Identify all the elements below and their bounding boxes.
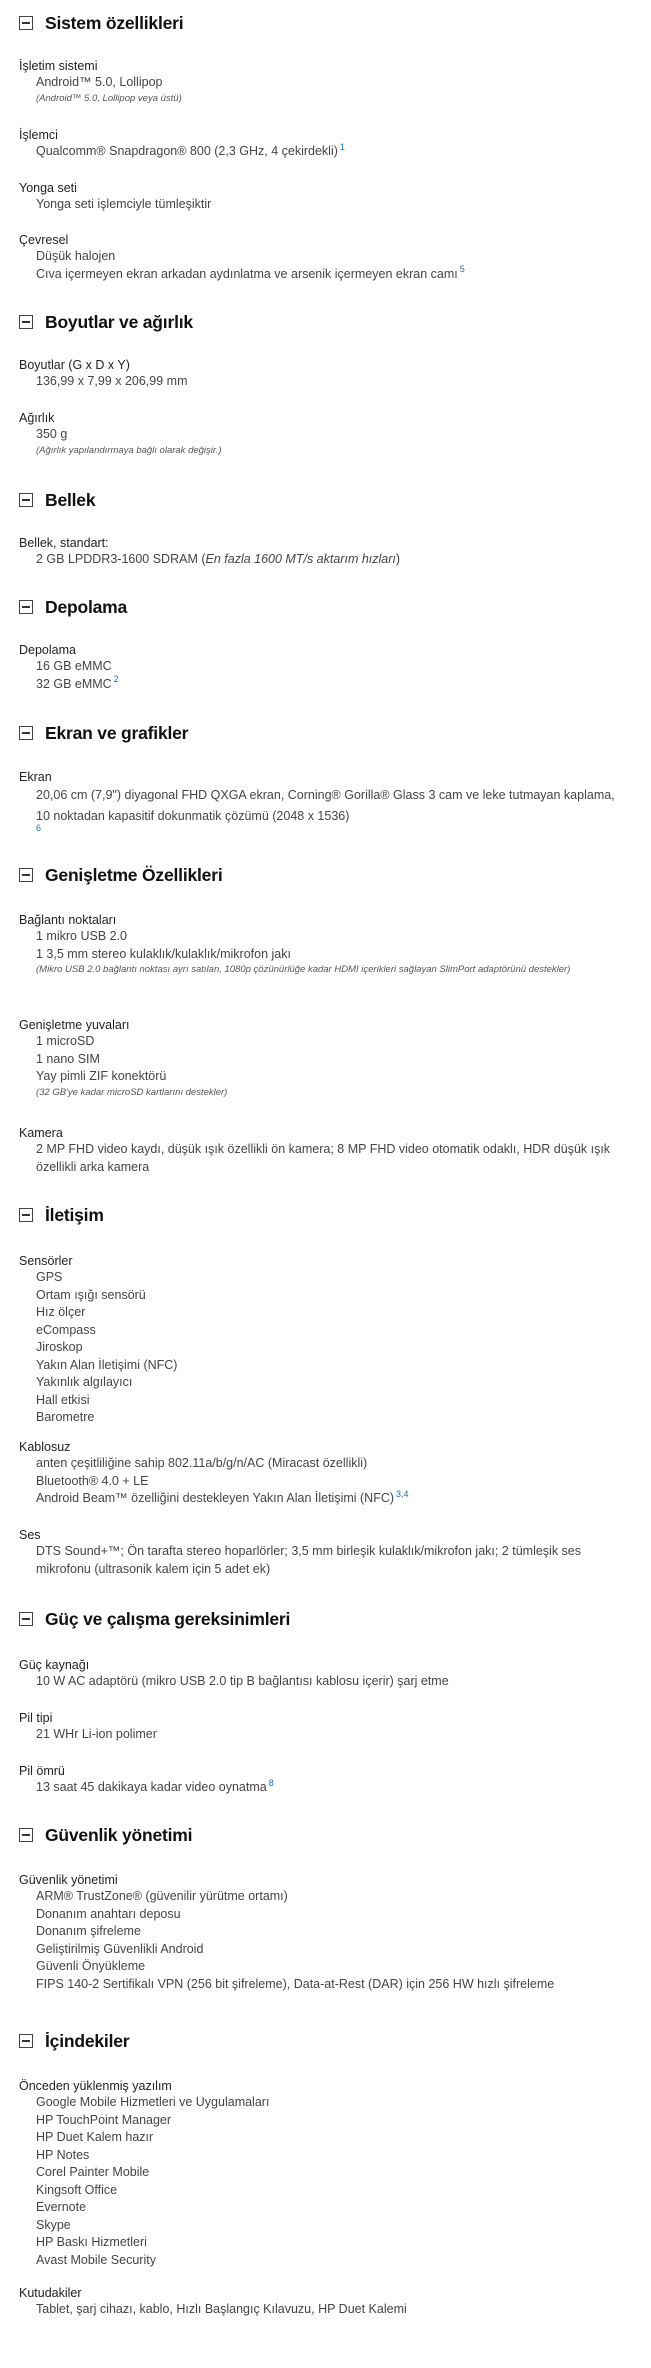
collapse-minus-icon[interactable] [19,1612,33,1626]
spec-label: Kablosuz [19,1440,71,1454]
section-contents [0,2026,651,2056]
spec-value [36,676,119,694]
spec-value: Düşük halojen [36,249,116,263]
spec-label: Önceden yüklenmiş yazılım [19,2079,172,2093]
section-title: Güvenlik yönetimi [45,1824,193,1845]
spec-value-emphasis: En fazla 1600 MT/s aktarım hızları [205,552,396,566]
spec-item-audio [0,1527,626,1578]
collapse-minus-icon[interactable] [19,1828,33,1842]
spec-value-text: 13 saat 45 dakikaya kadar video oynatma [36,1780,267,1794]
spec-label: Kutudakiler [19,2286,82,2300]
spec-item-os [0,58,606,106]
section-title: Bellek [45,489,96,510]
spec-value-text: Cıva içermeyen ekran arkadan aydınlatma ve arsenik içermeyen ekran camı [36,266,458,281]
list-item: Kingsoft Office [36,2182,118,2197]
list-item: Google Mobile Hizmetleri ve Uygulamaları [36,2095,270,2109]
spec-value: 136,99 x 7,99 x 206,99 mm [36,374,188,388]
spec-item-preinstalled-software [0,2078,269,2269]
spec-label: Yonga seti [19,181,77,195]
spec-value: Yonga seti işlemciyle tümleşiktir [36,197,212,211]
footnote-link[interactable]: 1 [339,141,345,152]
spec-value: Tablet, şarj cihazı, kablo, Hızlı Başlangıç Kılavuzu, HP Duet Kalemi [36,2302,407,2316]
section-title: Ekran ve grafikler [45,722,189,743]
section-communication [0,1200,651,1230]
spec-value [36,822,626,837]
spec-label: Pil tipi [19,1711,53,1725]
spec-item-power-supply [0,1657,449,1691]
list-item: Donanım şifreleme [36,1924,141,1938]
collapse-minus-icon[interactable] [19,493,33,507]
section-security [0,1820,651,1850]
section-header[interactable] [0,1820,651,1850]
spec-value-text: 2 GB LPDDR3-1600 SDRAM ( [36,552,206,566]
spec-label: Ekran [19,770,52,784]
list-item: Evernote [36,2200,87,2214]
list-item: HP Notes [36,2147,90,2162]
footnote-link[interactable]: 2 [113,674,119,685]
list-item: HP Duet Kalem hazır [36,2130,154,2144]
spec-label: Güvenlik yönetimi [19,1873,118,1887]
list-item: Skype [36,2217,71,2232]
spec-value: 16 GB eMMC [36,659,112,673]
section-dimensions [0,307,651,337]
list-item: HP TouchPoint Manager [36,2112,172,2127]
collapse-minus-icon[interactable] [19,1208,33,1222]
collapse-minus-icon[interactable] [19,16,33,30]
list-item: Ortam ışığı sensörü [36,1287,146,1302]
collapse-minus-icon[interactable] [19,868,33,882]
spec-value: 2 MP FHD video kaydı, düşük ışık özellikli ön kamera; 8 MP FHD video otomatik odaklı, HDR düşük ışık özellikli arka kamera [36,1142,611,1174]
collapse-minus-icon[interactable] [19,726,33,740]
spec-label: Bağlantı noktaları [19,913,117,927]
list-item: Yakınlık algılayıcı [36,1375,133,1389]
list-item: ARM® TrustZone® (güvenilir yürütme ortamı) [36,1889,288,1903]
spec-label: Çevresel [19,233,69,247]
spec-note: (Ağırlık yapılandırmaya bağlı olarak değişir.) [36,444,222,456]
spec-value [36,1490,409,1508]
spec-value: 20,06 cm (7,9") diyagonal FHD QXGA ekran, Corning® Gorilla® Glass 3 cam ve leke tutmayan kaplama, 10 noktadan kapasitif dokunmatik çözümü (2048 x 1536) [36,788,615,823]
spec-value: 1 microSD [36,1034,95,1048]
spec-item-processor [0,127,345,161]
footnote-link[interactable]: 6 [36,822,42,833]
collapse-minus-icon[interactable] [19,315,33,329]
spec-item-sensors [0,1253,177,1427]
spec-item-box-contents [0,2285,407,2319]
list-item: Yakın Alan İletişimi (NFC) [36,1357,178,1372]
spec-note: (Mikro USB 2.0 bağlantı noktası ayrı satılan, 1080p çözünürlüğe kadar HDMI içerikleri sağlayan SlimPort adaptörünü destekler) [36,964,571,975]
spec-item-battery-type [0,1710,157,1744]
spec-item-environmental [0,232,465,283]
section-system [0,8,651,38]
spec-value: 1 nano SIM [36,1051,100,1066]
section-title: Boyutlar ve ağırlık [45,311,193,332]
list-item: Hız ölçer [36,1305,86,1319]
section-header[interactable] [0,1200,651,1230]
list-item: eCompass [36,1322,96,1337]
section-title: Güç ve çalışma gereksinimleri [45,1608,291,1629]
spec-value: DTS Sound+™; Ön tarafta stereo hoparlörler; 3,5 mm birleşik kulaklık/mikrofon jakı; 2 tümleşik ses mikrofonu (ultrasonik kalem için 5 adet ek) [36,1544,582,1576]
spec-item-display [0,769,626,837]
spec-label: Ses [19,1528,41,1542]
spec-value [36,266,465,284]
section-header[interactable] [0,860,651,890]
section-storage [0,592,651,622]
section-title: Sistem özellikleri [45,12,184,33]
spec-value: 350 g [36,427,68,441]
list-item: Corel Painter Mobile [36,2165,150,2179]
spec-value [36,1779,274,1797]
footnote-link[interactable]: 5 [459,264,465,275]
section-memory [0,485,651,515]
spec-value: 10 W AC adaptörü (mikro USB 2.0 tip B bağlantısı kablosu içerir) şarj etme [36,1674,449,1688]
spec-label: Sensörler [19,1254,73,1268]
spec-label: Pil ömrü [19,1764,65,1778]
section-header[interactable] [0,307,651,337]
section-title: İçindekiler [45,2030,130,2051]
collapse-minus-icon[interactable] [19,2034,33,2048]
footnote-link[interactable]: 3,4 [396,1488,409,1499]
spec-label: İşletim sistemi [19,59,98,73]
section-expansion [0,860,651,890]
spec-item-weight [0,410,606,458]
section-header[interactable] [0,592,651,622]
section-header[interactable] [0,485,651,515]
spec-value-text: 32 GB eMMC [36,676,112,691]
spec-label: Kamera [19,1126,63,1140]
spec-label: İşlemci [19,128,58,142]
section-header[interactable] [0,1604,651,1634]
spec-label: Depolama [19,643,76,657]
list-item: Avast Mobile Security [36,2252,156,2267]
spec-note: (Android™ 5.0, Lollipop veya üstü) [36,92,182,104]
list-item: Jiroskop [36,1340,83,1354]
spec-item-camera [0,1125,626,1176]
list-item: HP Baskı Hizmetleri [36,2235,147,2249]
spec-label: Genişletme yuvaları [19,1018,130,1032]
spec-item-chipset [0,180,211,214]
spec-value: Android™ 5.0, Lollipop [36,75,163,89]
list-item: Güvenli Önyükleme [36,1959,146,1973]
spec-value-text: ) [395,552,401,566]
spec-item-ports [0,912,606,977]
spec-value: anten çeşitliliğine sahip 802.11a/b/g/n/AC (Miracast özellikli) [36,1456,368,1470]
section-header[interactable] [0,2026,651,2056]
spec-item-battery-life [0,1763,274,1797]
section-power [0,1604,651,1634]
spec-value: Yay pimli ZIF konektörü [36,1069,167,1083]
spec-value [36,551,400,569]
spec-value-text: Android Beam™ özelliğini destekleyen Yakın Alan İletişimi (NFC) [36,1491,395,1505]
list-item: GPS [36,1270,63,1284]
spec-value: 21 WHr Li-ion polimer [36,1727,157,1741]
footnote-link[interactable]: 8 [268,1777,274,1788]
spec-value: 1 mikro USB 2.0 [36,929,128,943]
spec-item-security [0,1872,626,1993]
list-item: Geliştirilmiş Güvenlikli Android [36,1941,204,1956]
spec-item-dimensions [0,357,187,391]
list-item: Donanım anahtarı deposu [36,1906,181,1921]
section-title: Genişletme Özellikleri [45,864,223,885]
section-title: İletişim [45,1204,104,1225]
spec-value-text: Qualcomm® Snapdragon® 800 (2,3 GHz, 4 çekirdekli) [36,144,338,158]
spec-value: 1 3,5 mm stereo kulaklık/kulaklık/mikrofon jakı [36,946,291,961]
spec-label: Ağırlık [19,411,55,425]
spec-item-wireless [0,1439,409,1508]
spec-value [36,143,345,161]
section-display [0,718,651,748]
list-item: Hall etkisi [36,1392,90,1407]
spec-item-memory [0,535,400,569]
spec-label: Bellek, standart: [19,536,109,550]
collapse-minus-icon[interactable] [19,600,33,614]
spec-item-expansion-slots [0,1017,606,1100]
section-header[interactable] [0,718,651,748]
spec-label: Güç kaynağı [19,1658,90,1672]
spec-item-storage [0,642,119,693]
spec-note: (32 GB'ye kadar microSD kartlarını destekler) [36,1086,228,1098]
list-item: Barometre [36,1410,95,1424]
list-item: FIPS 140-2 Sertifikalı VPN (256 bit şifreleme), Data-at-Rest (DAR) için 256 HW hızlı şifreleme [36,1976,555,1991]
spec-value: Bluetooth® 4.0 + LE [36,1473,149,1488]
section-header[interactable] [0,8,651,38]
section-title: Depolama [45,596,128,617]
spec-label: Boyutlar (G x D x Y) [19,358,130,372]
